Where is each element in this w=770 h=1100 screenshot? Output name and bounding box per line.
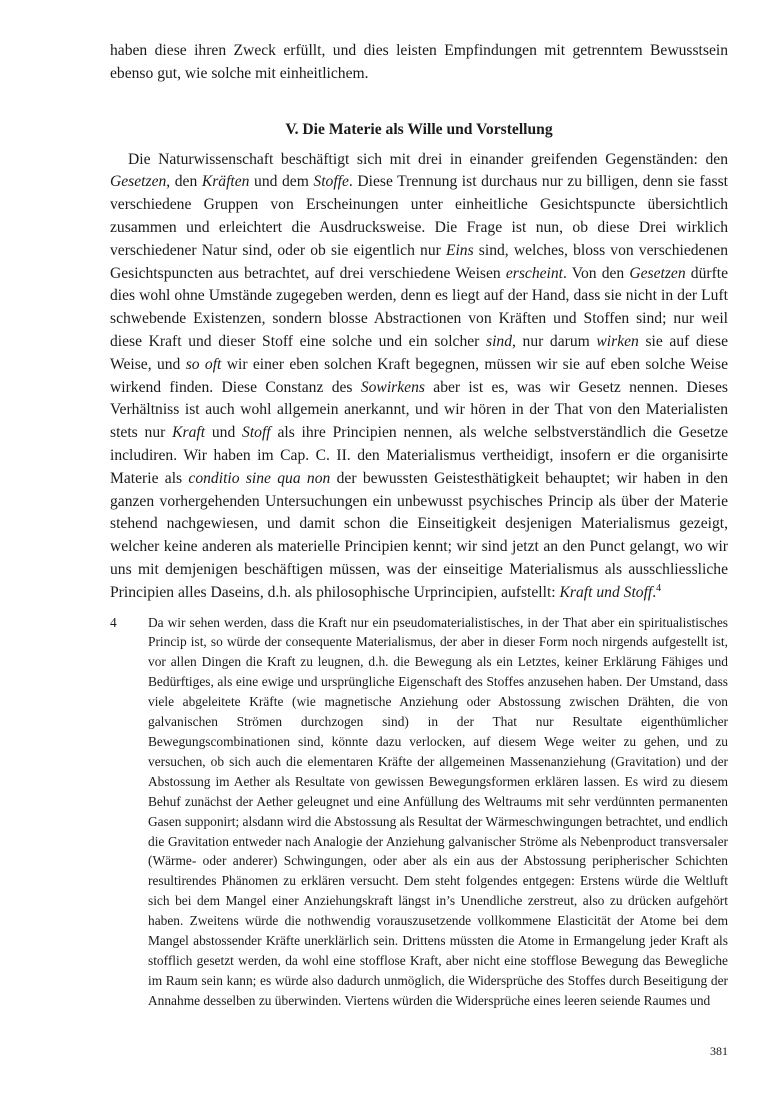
emphasis-gesetzen: Gesetzen bbox=[110, 173, 167, 191]
emphasis-so-oft: so oft bbox=[185, 355, 222, 373]
page-number: 381 bbox=[710, 1044, 728, 1058]
emphasis-kraeften: Kräften bbox=[201, 173, 250, 191]
page-content bbox=[110, 40, 728, 1011]
section-paragraph: Die Naturwissenschaft beschäftigt sich mit drei in einander greifenden Gegenständen: den Gesetzen, den Kräften und dem Stoffe. Diese Trennung ist durchaus nur zu billigen, denn sie fasst verschiedene Gruppen von Erscheinungen unter einheitliche Gesichtspuncte übersichtlich zusammen und erleichtert die Ausdrucksweise. Die Frage ist nun, ob diese Drei wirklich verschiedener Natur sind, oder ob sie eigentlich nur Eins sind, welches, bloss von verschiedenen Gesichtspuncten aus betrachtet, auf drei verschiedene Weisen erscheint. Von den Gesetzen dürfte dies wohl ohne Umstände zugegeben werden, denn es liegt auf der Hand, dass sie nicht in der Luft schwebende Existenzen, sondern blosse Abstractionen von Kräften und Stoffen sind; nur weil diese Kraft und dieser Stoff eine solche und ein solcher sind, nur darum wirken sie auf diese Weise, und so oft wir einer eben solchen Kraft begegnen, müssen wir sie auf eben solche Weise wirkend finden. Diese Constanz des Sowirkens aber ist es, was wir Gesetz nennen. Dieses Verhältniss ist auch wohl allgemein anerkannt, und wir hören in der That von den Materialisten stets nur Kraft und Stoff als ihre Principien nennen, als welche selbstverständlich die Gesetze includiren. Wir haben im Cap. C. II. den Materialismus vertheidigt, insofern er die organisirte Materie als conditio sine qua non der bewussten Geistesthätigkeit behauptet; wir haben in den ganzen vorhergehenden Untersuchungen ein unbewusst psychisches Princip als über der Materie stehend nachgewiesen, und damit schon die Einseitigkeit desjenigen Materialismus gezeigt, welcher keine anderen als materielle Principien kennt; wir sind jetzt an den Punct gelangt, wo wir uns mit demjenigen beschäftigen müssen, was der einseitige Materialismus als ausschliessliche Principien alles Daseins, d.h. als philosophische Urprincipien, aufstellt: Kraft und Stoff.$^4$ bbox=[110, 150, 729, 601]
emphasis-wirken: wirken bbox=[596, 332, 639, 350]
emphasis-kraft: Kraft bbox=[172, 424, 206, 442]
section-heading: V. Die Materie als Wille und Vorstellung bbox=[285, 120, 553, 138]
emphasis-conditio-sine-qua-non: conditio sine qua non bbox=[188, 469, 331, 487]
emphasis-sowirkens: Sowirkens bbox=[360, 378, 425, 396]
footnote-text: Da wir sehen werden, dass die Kraft nur ein pseudomaterialistisches, in der That aber ein spiritualistisches Princip ist, so würde der consequente Materialismus, der aber in dieser Form noch nirgends aufgestellt ist, vor allen Dingen die Kraft zu leugnen, d.h. die Bewegung als ein Letztes, keiner Erklärung Fähiges und Bedürftiges, als eine ewige und ursprüngliche Eigenschaft des Stoffes anzusehen haben. Der Umstand, dass viele abgeleitete Kräfte (wie magnetische Anziehung oder Abstossung zwischen Drähten, die von galvanischen Strömen durchzogen sind) in der That nur Resultate eigenthümlicher Bewegungscombinationen sind, könnte dazu verlocken, auf diesem Wege weiter zu gehen, und zu versuchen, ob sich auch die elementaren Kräfte der allgemeinen Massenanziehung (Gravitation) und der Abstossung im Aether als Resultate von gewissen Bewegungsformen erklären lassen. Es wird zu diesem Behuf zunächst der Aether geleugnet und eine Anfüllung des Weltraums mit sehr verdünnten permanenten Gasen supponirt; alsdann wird die Abstossung als Resultat der Wärmeschwingungen betrachtet, und endlich die Gravitation entweder nach Analogie der Anziehung galvanischer Ströme als Nebenproduct transversaler (Wärme- oder anderer) Schwingungen, oder aber als ein aus der Abstossung peripherischer Schichten resultirendes Phänomen zu erklären versucht. Dem steht folgendes entgegen: Erstens würde die Weltluft sich bei dem Mangel einer Anziehungskraft längst in’s Unendliche zerstreut, also zu drücken aufgehört haben. Zweitens würde die nothwendig vorauszusetzende vollkommene Elasticität der Atome bei dem Mangel abstossender Kräfte unerklärlich sein. Drittens müssten die Atome in Ermangelung jeder Kraft als stofflich gesetzt werden, da wohl eine stofflose Kraft, aber nicht eine stofflose Bewegung das Bewegliche im Raum sein kann; es würde also dadurch unmöglich, die Widersprüche des Stoffes durch Beseitigung der Annahme desselben zu überwinden. Viertens würden die Widersprüche eines leeren seiende Raumes und bbox=[148, 614, 728, 1008]
emphasis-sind: sind bbox=[486, 332, 512, 350]
emphasis-stoffe: Stoffe bbox=[313, 173, 349, 191]
footnote-reference[interactable]: 4 bbox=[656, 582, 662, 594]
intro-paragraph: haben diese ihren Zweck erfüllt, und dies leisten Empfindungen mit getrenntem Bewusstsein ebenso gut, wie solche mit einheitlichem. bbox=[110, 42, 728, 82]
footnote bbox=[110, 613, 728, 1011]
emphasis-eins: Eins bbox=[445, 241, 474, 259]
emphasis-stoff: Stoff bbox=[242, 424, 271, 442]
footnote-number: 4 bbox=[110, 614, 117, 630]
emphasis-kraft-und-stoff: Kraft und Stoff bbox=[559, 583, 653, 601]
emphasis-erscheint: erscheint bbox=[505, 264, 564, 282]
emphasis-gesetzen-2: Gesetzen bbox=[629, 264, 686, 282]
